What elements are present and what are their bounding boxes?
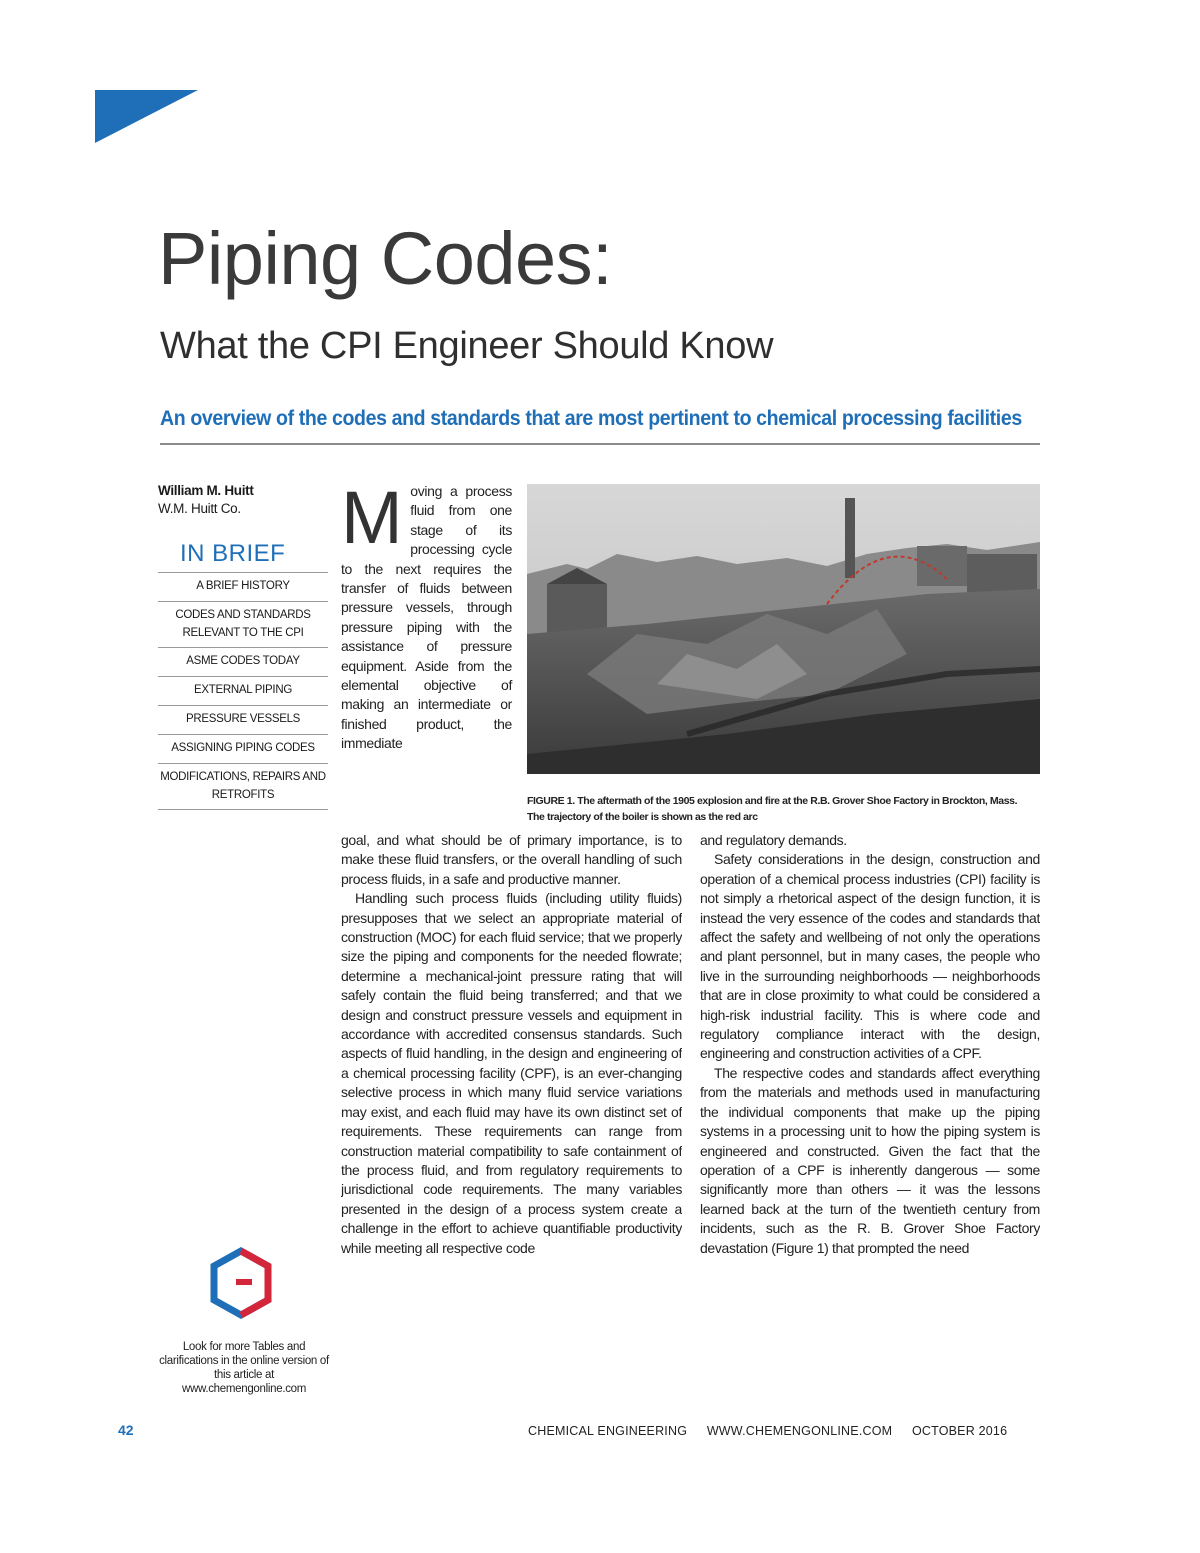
page-footer	[528, 1424, 1023, 1438]
factory-ruins-photo	[527, 484, 1040, 774]
article-column-1-lower	[341, 831, 682, 1411]
paragraph-1-text: oving a process fluid from one stage of its processing cycle to the next requires the transfer of fluids between pressure vessels, through pressure piping with the assistance of pressure equipment. Aside from the elemental objective of making an intermediate or finished product, the immediate	[341, 483, 512, 752]
in-brief-box	[158, 540, 328, 810]
author-block	[158, 482, 338, 518]
in-brief-item[interactable]: EXTERNAL PIPING	[158, 677, 328, 706]
footer-magazine: CHEMICAL ENGINEERING	[528, 1424, 688, 1438]
header-rule	[160, 443, 1040, 445]
in-brief-item[interactable]: CODES AND STANDARDS RELEVANT TO THE CPI	[158, 602, 328, 649]
paragraph-5: The respective codes and standards affect everything from the materials and methods used in manufacturing the individual components that make up the piping systems in a processing unit to how the piping system is engineered and constructed. Given the fact that the operation of a CPF is inherently dangerous — some significantly more than others — it was the lessons learned back at the turn of the twentieth century from incidents, such as the R. B. Grover Shoe Factory devastation (Figure 1) that prompted the need	[700, 1064, 1040, 1256]
corner-triangle-decoration	[0, 0, 210, 150]
footer-url[interactable]: WWW.CHEMENGONLINE.COM	[706, 1424, 893, 1438]
figure-1-caption: FIGURE 1. The aftermath of the 1905 explosion and fire at the R.B. Grover Shoe Factory in Brockton, Mass. The trajectory of the boiler is shown as the red arc	[527, 794, 1018, 823]
article-column-2	[700, 831, 1040, 1411]
in-brief-item[interactable]: MODIFICATIONS, REPAIRS AND RETROFITS	[158, 764, 328, 811]
figure-1-photo	[527, 484, 1040, 774]
paragraph-2: Handling such process fluids (including utility fluids) presupposes that we select an appropriate material of construction (MOC) for each fluid service; that we properly size the piping and components for the needed flowrate; determine a mechanical-joint pressure rating that will safely contain the fluid being transferred; and that we design and construct pressure vessels and equipment in accordance with accredited consensus standards. Such aspects of fluid handling, in the design and engineering of a chemical processing facility (CPF), is an ever-changing selective process in which many fluid service variations may exist, and each fluid may have its own distinct set of requirements. These requirements can range from construction material compatibility to safe containment of the process fluid, and from regulatory requirements to jurisdictional code requirements. The many variables presented in the design of a process system create a challenge in the effort to achieve quantifiable productivity while meeting all respective code	[341, 890, 682, 1256]
article-column-1	[341, 476, 512, 754]
paragraph-4: Safety considerations in the design, construction and operation of a chemical process industries (CPI) facility is not simply a rhetorical aspect of the design function, it is instead the very essence of the codes and standards that affect the safety and wellbeing of not only the operations and plant personnel, but in many cases, the people who live in the surrounding neighborhoods — neighborhoods that are in close proximity to what could be considered a high-risk industrial facility. This is where code and regulatory compliance interact with the design, engineering and construction activities of a CPF.	[700, 851, 1040, 1062]
author-name: William M. Huitt	[158, 483, 254, 498]
in-brief-title: IN BRIEF	[180, 540, 286, 567]
paragraph-1-top	[341, 476, 512, 754]
author-org: W.M. Huitt Co.	[158, 501, 241, 517]
chemical-engineering-logo-icon	[208, 1247, 274, 1319]
in-brief-item[interactable]: ASME CODES TODAY	[158, 648, 328, 677]
drop-cap: M	[341, 476, 403, 559]
in-brief-item[interactable]: PRESSURE VESSELS	[158, 706, 328, 735]
paragraph-3: and regulatory demands.	[700, 832, 847, 848]
in-brief-item[interactable]: A BRIEF HISTORY	[158, 573, 328, 602]
paragraph-1-continued	[341, 831, 682, 889]
in-brief-list	[158, 572, 328, 810]
online-version-note: Look for more Tables and clarifications in the online version of this article at www.chemengonline.com	[159, 1340, 329, 1395]
article-subtitle: What the CPI Engineer Should Know	[160, 325, 774, 367]
page-number: 42	[118, 1422, 134, 1438]
paragraph-1-text-continued: goal, and what should be of primary importance, is to make these fluid transfers, or the overall handling of such process fluids, in a safe and productive manner.	[341, 832, 682, 887]
footer-issue: OCTOBER 2016	[911, 1424, 1008, 1438]
in-brief-item[interactable]: ASSIGNING PIPING CODES	[158, 735, 328, 764]
article-deck: An overview of the codes and standards that are most pertinent to chemical processing facilities	[160, 407, 1022, 430]
article-title: Piping Codes:	[158, 217, 613, 300]
